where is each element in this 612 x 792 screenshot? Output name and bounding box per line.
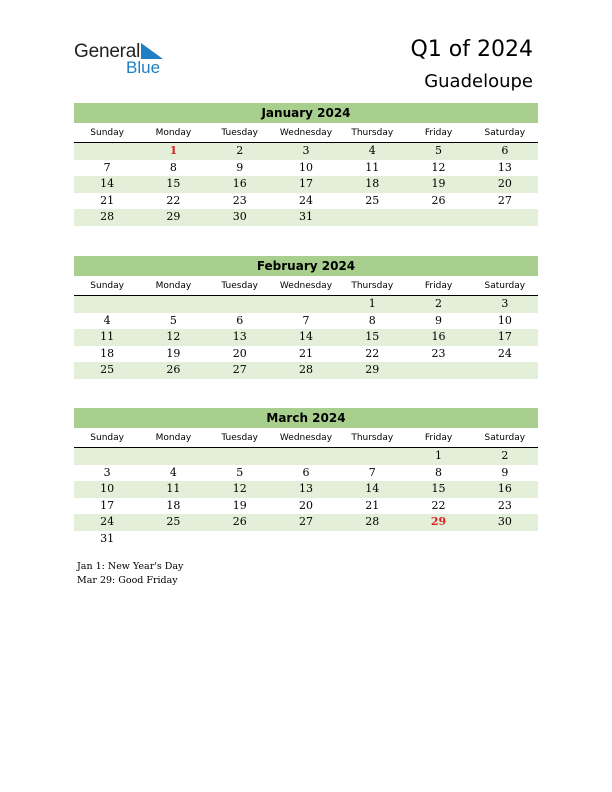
day-cell: 12	[166, 330, 181, 343]
day-cell: 13	[298, 482, 313, 495]
day-cell: 14	[365, 482, 380, 495]
day-cell: 20	[232, 346, 247, 360]
day-cell: 1	[435, 449, 443, 462]
empty-day-cell	[74, 296, 140, 313]
day-cell: 15	[166, 177, 181, 190]
day-cell: 21	[100, 193, 115, 207]
generalblue-logo	[74, 41, 174, 81]
day-cell: 8	[169, 160, 177, 174]
day-cell: 13	[232, 330, 247, 343]
weekday-label: Wednesday	[279, 433, 333, 443]
month-title: January 2024	[74, 103, 538, 123]
weekday-label: Sunday	[90, 281, 124, 291]
week-row	[74, 531, 538, 548]
day-cell: 10	[497, 313, 512, 327]
month-title: February 2024	[74, 256, 538, 276]
day-cell: 2	[501, 449, 509, 462]
weekday-label: Tuesday	[221, 281, 259, 291]
month-calendar-february	[74, 256, 538, 379]
day-cell: 10	[100, 482, 115, 495]
empty-day-cell	[472, 209, 538, 226]
month-title: March 2024	[74, 408, 538, 428]
day-cell: 2	[236, 144, 244, 157]
empty-day-cell	[207, 296, 273, 313]
day-cell: 16	[431, 330, 446, 343]
day-cell: 25	[100, 363, 115, 376]
weekday-label: Saturday	[484, 128, 526, 138]
empty-day-cell	[140, 448, 206, 465]
day-cell: 8	[368, 313, 376, 327]
weekday-label: Friday	[424, 433, 453, 443]
day-cell: 10	[298, 160, 313, 174]
day-cell: 26	[232, 515, 247, 528]
day-cell: 14	[298, 330, 313, 343]
day-cell: 15	[431, 482, 446, 495]
day-cell: 30	[232, 210, 247, 223]
week-row	[74, 465, 538, 482]
day-cell: 27	[298, 515, 313, 528]
day-cell: 9	[236, 160, 244, 174]
day-cell: 1	[368, 297, 376, 310]
day-cell: 19	[431, 177, 446, 190]
weekday-label: Wednesday	[279, 128, 333, 138]
day-cell: 23	[232, 193, 247, 207]
week-row	[74, 176, 538, 193]
week-row	[74, 498, 538, 515]
day-cell: 27	[497, 193, 512, 207]
week-row	[74, 296, 538, 313]
day-cell: 19	[166, 346, 181, 360]
empty-day-cell	[472, 362, 538, 379]
week-row	[74, 448, 538, 465]
day-cell: 22	[365, 346, 380, 360]
day-cell: 23	[431, 346, 446, 360]
day-cell: 14	[100, 177, 115, 190]
logo-text-blue: Blue	[126, 58, 161, 77]
day-cell: 28	[298, 363, 313, 376]
weekday-label: Friday	[424, 281, 453, 291]
day-cell: 18	[365, 177, 380, 190]
day-cell: 23	[497, 498, 512, 512]
day-cell: 3	[103, 465, 111, 479]
empty-day-cell	[339, 448, 405, 465]
day-cell: 11	[166, 482, 181, 495]
day-cell: 1	[169, 144, 178, 157]
logo-text-general: General	[74, 41, 141, 62]
week-row	[74, 362, 538, 379]
empty-day-cell	[207, 531, 273, 548]
day-cell: 18	[100, 346, 115, 360]
day-cell: 6	[501, 144, 509, 157]
day-cell: 24	[497, 346, 512, 360]
week-row	[74, 514, 538, 531]
week-row	[74, 481, 538, 498]
day-cell: 5	[169, 313, 177, 327]
empty-day-cell	[140, 531, 206, 548]
empty-day-cell	[273, 448, 339, 465]
day-cell: 12	[431, 160, 446, 174]
week-row	[74, 313, 538, 330]
day-cell: 3	[302, 144, 310, 157]
day-cell: 20	[497, 177, 512, 190]
weekday-label: Saturday	[484, 433, 526, 443]
day-cell: 11	[365, 160, 380, 174]
day-cell: 30	[497, 515, 512, 528]
weekday-label: Thursday	[351, 281, 394, 291]
empty-day-cell	[405, 362, 471, 379]
week-row	[74, 143, 538, 160]
weekday-header-row	[74, 125, 538, 143]
day-cell: 18	[166, 498, 181, 512]
day-cell: 2	[435, 297, 443, 310]
holiday-note: Mar 29: Good Friday	[77, 575, 178, 586]
holiday-note: Jan 1: New Year's Day	[77, 561, 184, 572]
empty-day-cell	[74, 448, 140, 465]
day-cell: 16	[232, 177, 247, 190]
day-cell: 25	[166, 515, 181, 528]
weekday-header-row	[74, 430, 538, 448]
day-cell: 24	[100, 515, 115, 528]
day-cell: 22	[166, 193, 181, 207]
day-cell: 25	[365, 193, 380, 207]
empty-day-cell	[74, 143, 140, 160]
weekday-label: Monday	[155, 128, 192, 138]
day-cell: 27	[232, 363, 247, 376]
day-cell: 11	[100, 330, 115, 343]
day-cell: 17	[298, 177, 313, 190]
weekday-label: Monday	[155, 281, 192, 291]
day-cell: 26	[166, 363, 181, 376]
week-row	[74, 160, 538, 177]
week-row	[74, 346, 538, 363]
day-cell: 29	[430, 515, 447, 528]
day-cell: 21	[298, 346, 313, 360]
day-cell: 22	[431, 498, 446, 512]
weekday-header-row	[74, 278, 538, 296]
empty-day-cell	[140, 296, 206, 313]
day-cell: 28	[100, 210, 115, 223]
day-cell: 6	[236, 313, 244, 327]
empty-day-cell	[207, 448, 273, 465]
weekday-label: Tuesday	[221, 128, 259, 138]
day-cell: 3	[501, 297, 509, 310]
weekday-label: Tuesday	[221, 433, 259, 443]
weekday-label: Thursday	[351, 433, 394, 443]
weekday-label: Monday	[155, 433, 192, 443]
day-cell: 4	[368, 144, 376, 157]
day-cell: 26	[431, 193, 446, 207]
day-cell: 4	[169, 465, 177, 479]
week-row	[74, 193, 538, 210]
day-cell: 16	[497, 482, 512, 495]
day-cell: 28	[365, 515, 380, 528]
weekday-label: Saturday	[484, 281, 526, 291]
day-cell: 29	[166, 210, 181, 223]
weekday-label: Wednesday	[279, 281, 333, 291]
empty-day-cell	[273, 296, 339, 313]
month-calendar-march	[74, 408, 538, 547]
empty-day-cell	[339, 531, 405, 548]
week-row	[74, 209, 538, 226]
weekday-label: Friday	[424, 128, 453, 138]
day-cell: 15	[365, 330, 380, 343]
page-title: Q1 of 2024	[410, 37, 533, 62]
day-cell: 5	[236, 465, 244, 479]
day-cell: 12	[232, 482, 247, 495]
day-cell: 4	[103, 313, 111, 327]
day-cell: 17	[100, 498, 115, 512]
day-cell: 13	[497, 160, 512, 174]
day-cell: 17	[497, 330, 512, 343]
day-cell: 9	[501, 465, 509, 479]
day-cell: 29	[365, 363, 380, 376]
day-cell: 6	[302, 465, 310, 479]
empty-day-cell	[405, 209, 471, 226]
empty-day-cell	[472, 531, 538, 548]
day-cell: 31	[298, 210, 313, 223]
day-cell: 31	[100, 531, 115, 545]
day-cell: 7	[368, 465, 376, 479]
weekday-label: Sunday	[90, 128, 124, 138]
day-cell: 21	[365, 498, 380, 512]
day-cell: 24	[298, 193, 313, 207]
day-cell: 7	[103, 160, 111, 174]
empty-day-cell	[339, 209, 405, 226]
month-calendar-january	[74, 103, 538, 226]
day-cell: 20	[298, 498, 313, 512]
day-cell: 8	[435, 465, 443, 479]
day-cell: 7	[302, 313, 310, 327]
holiday-notes	[77, 560, 183, 588]
day-cell: 19	[232, 498, 247, 512]
weekday-label: Sunday	[90, 433, 124, 443]
day-cell: 5	[435, 144, 443, 157]
day-cell: 9	[435, 313, 443, 327]
week-row	[74, 329, 538, 346]
country-subtitle: Guadeloupe	[424, 71, 533, 92]
empty-day-cell	[273, 531, 339, 548]
empty-day-cell	[405, 531, 471, 548]
weekday-label: Thursday	[351, 128, 394, 138]
